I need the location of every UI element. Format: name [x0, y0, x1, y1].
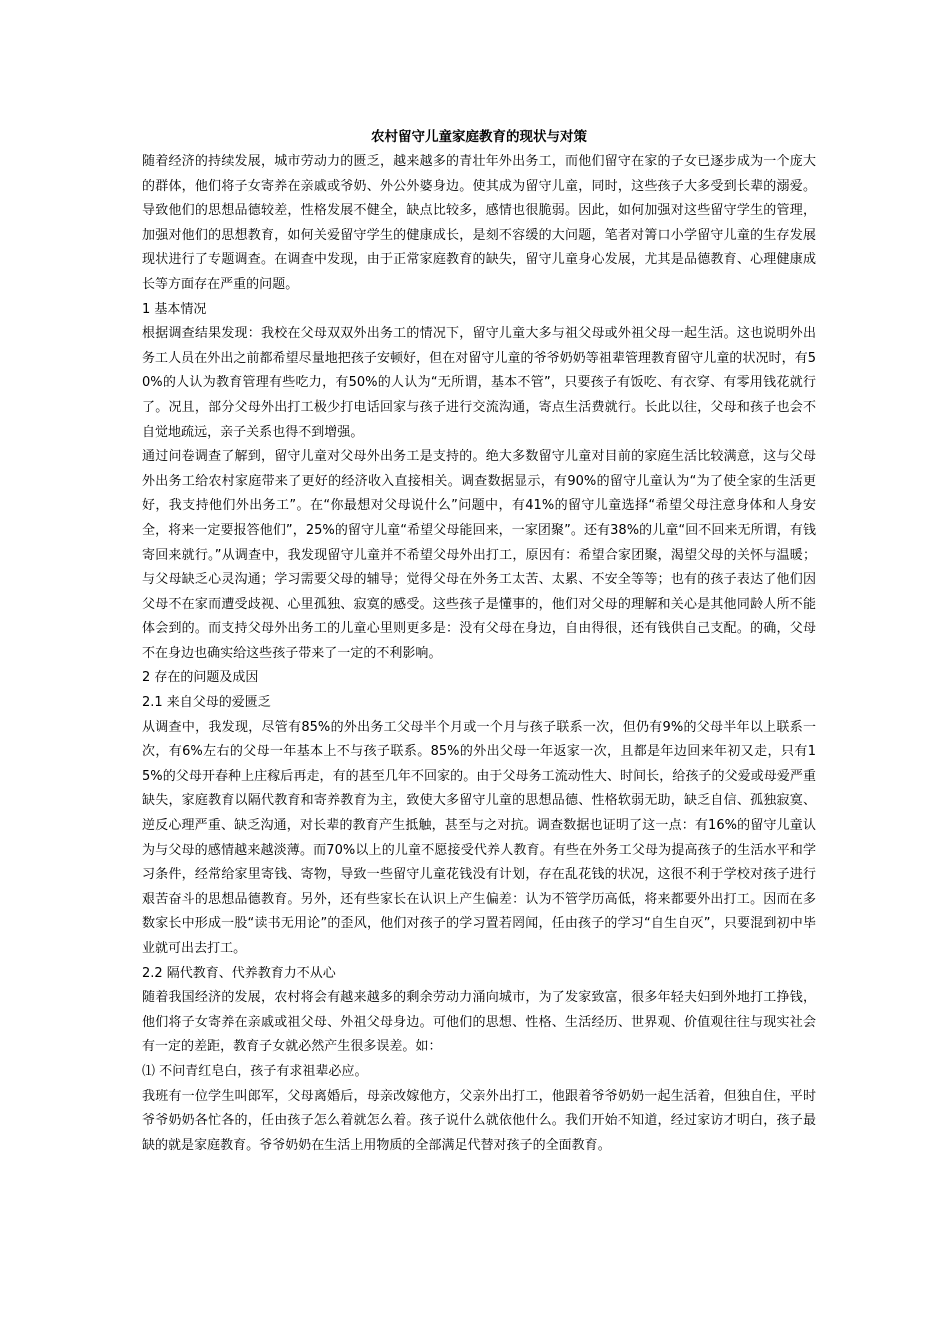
- section-2-2-heading: 2.2 隔代教育、代养教育力不从心: [142, 965, 336, 981]
- list-item-1: ⑴ 不问青红皂白，孩子有求祖辈必应。: [142, 1063, 368, 1079]
- document-title: 农村留守儿童家庭教育的现状与对策: [371, 129, 587, 145]
- list-item-1-paragraph: 我班有一位学生叫郎军，父母离婚后，母亲改嫁他方，父亲外出打工，他跟着爷爷奶奶一起生活着，但独自住，平时爷爷奶奶各忙各的，任由孩子怎么着就怎么着。孩子说什么就依他什么。我们开始不知道，经过家访才明白，孩子最缺的就是家庭教育。爷爷奶奶在生活上用物质的全部满足代替对孩子的全面教育。: [142, 1088, 816, 1153]
- section-1-paragraph-1: 根据调查结果发现：我校在父母双双外出务工的情况下，留守儿童大多与祖父母或外祖父母一起生活。这也说明外出务工人员在外出之前都希望尽量地把孩子安顿好，但在对留守儿童的爷爷奶奶等祖辈管理教育留守儿童的状况时，有50%的人认为教育管理有些吃力，有50%的人认为“无所谓，基本不管”，只要孩子有饭吃、有衣穿、有零用钱花就行了。况且，部分父母外出打工极少打电话回家与孩子进行交流沟通，寄点生活费就行。长此以往，父母和孩子也会不自觉地疏远，亲子关系也得不到增强。: [142, 326, 816, 440]
- section-2-1-paragraph: 从调查中，我发现，尽管有85%的外出务工父母半个月或一个月与孩子联系一次，但仍有9%的父母半年以上联系一次，有6%左右的父母一年基本上不与孩子联系。85%的外出父母一年返家一次，且都是年边回来年初又走，只有15%的父母开春种上庄稼后再走，有的甚至几年不回家的。由于父母务工流动性大、时间长，给孩子的父爱或母爱严重缺失，家庭教育以隔代教育和寄养教育为主，致使大多留守儿童的思想品德、性格软弱无助，缺乏自信、孤独寂寞、逆反心理严重、缺乏沟通，对长辈的教育产生抵触，甚至与之对抗。调查数据也证明了这一点：有16%的留守儿童认为与父母的感情越来越淡薄。而70%以上的儿童不愿接受代养人教育。有些在外务工父母为提高孩子的生活水平和学习条件，经常给家里寄钱、寄物，导致一些留守儿童花钱没有计划，存在乱花钱的状况，这很不利于学校对孩子进行艰苦奋斗的思想品德教育。另外，还有些家长在认识上产生偏差：认为不管学历高低，将来都要外出打工。因而在多数家长中形成一股“读书无用论”的歪风，他们对孩子的学习置若罔闻，任由孩子的学习“自生自灭”，只要混到初中毕业就可出去打工。: [142, 719, 816, 956]
- section-1-paragraph-2: 通过问卷调查了解到，留守儿童对父母外出务工是支持的。绝大多数留守儿童对目前的家庭生活比较满意，这与父母外出务工给农村家庭带来了更好的经济收入直接相关。调查数据显示，有90%的留守儿童认为“为了使全家的生活更好，我支持他们外出务工”。在“你最想对父母说什么”问题中，有41%的留守儿童选择“希望父母注意身体和人身安全，将来一定要报答他们”，25%的留守儿童“希望父母能回来，一家团聚”。还有38%的儿童“回不回来无所谓，有钱寄回来就行。”从调查中，我发现留守儿童并不希望父母外出打工，原因有：希望合家团聚，渴望父母的关怀与温暖；与父母缺乏心灵沟通；学习需要父母的辅导；觉得父母在外务工太苦、太累、不安全等等；也有的孩子表达了他们因父母不在家而遭受歧视、心里孤独、寂寞的感受。这些孩子是懂事的，他们对父母的理解和关心是其他同龄人所不能体会到的。而支持父母外出务工的儿童心里则更多是：没有父母在身边，自由得很，还有钱供自己支配。的确，父母不在身边也确实给这些孩子带来了一定的不利影响。: [142, 449, 816, 661]
- section-2-1-heading: 2.1 来自父母的爱匮乏: [142, 695, 271, 711]
- document-page: [142, 124, 816, 1158]
- intro-paragraph: 随着经济的持续发展，城市劳动力的匮乏，越来越多的青壮年外出务工，而他们留守在家的子女已逐步成为一个庞大的群体，他们将子女寄养在亲戚或爷奶、外公外婆身边。使其成为留守儿童，同时，这些孩子大多受到长辈的溺爱。导致他们的思想品德较差，性格发展不健全，缺点比较多，感情也很脆弱。因此，如何加强对这些留守学生的管理，加强对他们的思想教育，如何关爱留守学生的健康成长，是刻不容缓的大问题，笔者对箐口小学留守儿童的生存发展现状进行了专题调查。在调查中发现，由于正常家庭教育的缺失，留守儿童身心发展，尤其是品德教育、心理健康成长等方面存在严重的问题。: [142, 154, 816, 292]
- section-2-heading: 2 存在的问题及成因: [142, 670, 259, 686]
- section-1-heading: 1 基本情况: [142, 301, 207, 317]
- section-2-2-paragraph: 随着我国经济的发展，农村将会有越来越多的剩余劳动力涌向城市，为了发家致富，很多年轻夫妇到外地打工挣钱，他们将子女寄养在亲戚或祖父母、外祖父母身边。可他们的思想、性格、生活经历、世界观、价值观往往与现实社会有一定的差距，教育子女就必然产生很多误差。如：: [142, 990, 816, 1055]
